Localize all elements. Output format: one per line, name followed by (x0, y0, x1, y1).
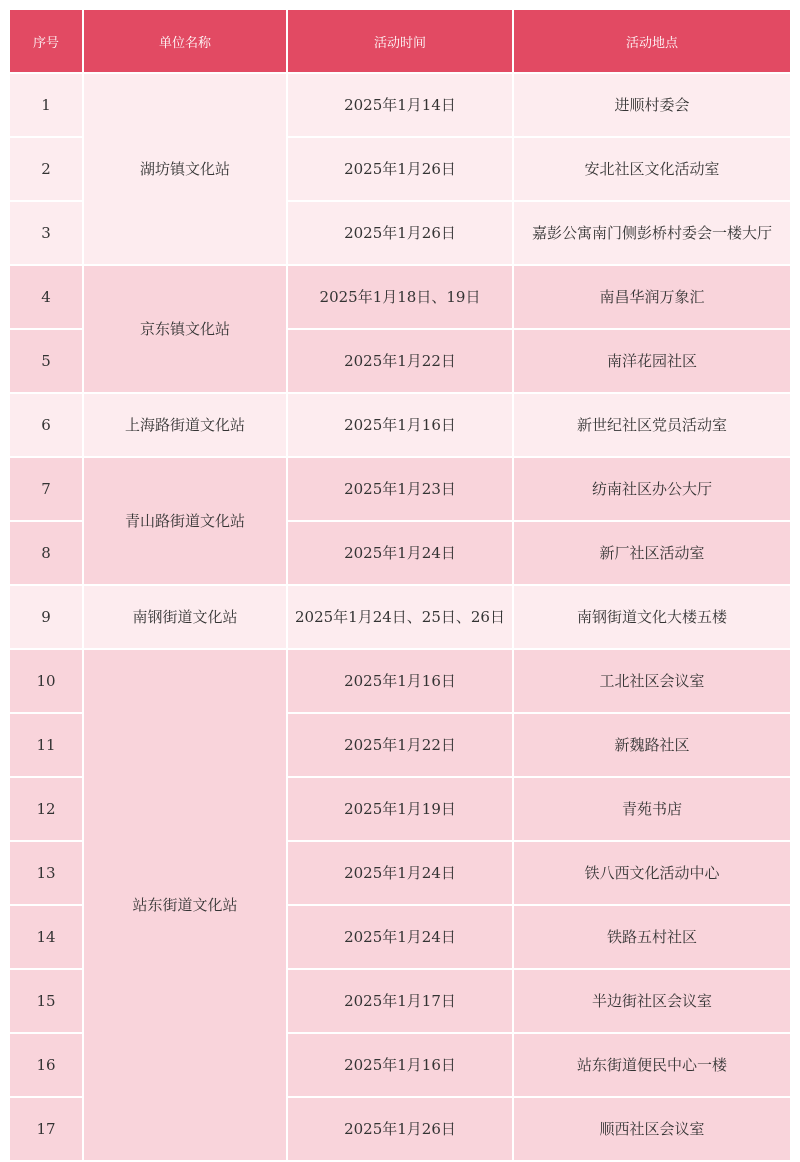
activity-time-cell: 2025年1月22日 (288, 714, 512, 776)
activity-time-cell: 2025年1月24日、25日、26日 (288, 586, 512, 648)
table-row (10, 74, 790, 136)
row-index: 12 (10, 778, 82, 840)
table-row (10, 458, 790, 520)
activity-place-cell: 安北社区文化活动室 (514, 138, 790, 200)
activity-time-cell: 2025年1月26日 (288, 138, 512, 200)
table-row (10, 266, 790, 328)
activity-place-cell: 南钢街道文化大楼五楼 (514, 586, 790, 648)
activity-place-cell: 新厂社区活动室 (514, 522, 790, 584)
activity-time-cell: 2025年1月17日 (288, 970, 512, 1032)
activity-time-cell: 2025年1月24日 (288, 842, 512, 904)
activity-time-cell: 2025年1月26日 (288, 1098, 512, 1160)
header-activity-time: 活动时间 (288, 10, 512, 72)
activity-place-cell: 新世纪社区党员活动室 (514, 394, 790, 456)
row-index: 8 (10, 522, 82, 584)
row-index: 2 (10, 138, 82, 200)
activity-time-cell: 2025年1月16日 (288, 1034, 512, 1096)
header-unit-name: 单位名称 (84, 10, 286, 72)
unit-name-cell: 站东街道文化站 (84, 650, 286, 1160)
unit-name-cell: 上海路街道文化站 (84, 394, 286, 456)
row-index: 11 (10, 714, 82, 776)
activity-time-cell: 2025年1月26日 (288, 202, 512, 264)
activity-place-cell: 顺西社区会议室 (514, 1098, 790, 1160)
header-row (10, 10, 790, 72)
activity-place-cell: 进顺村委会 (514, 74, 790, 136)
activity-time-cell: 2025年1月16日 (288, 394, 512, 456)
header-activity-place: 活动地点 (514, 10, 790, 72)
activity-time-cell: 2025年1月22日 (288, 330, 512, 392)
row-index: 5 (10, 330, 82, 392)
table-row (10, 650, 790, 712)
activity-time-cell: 2025年1月24日 (288, 906, 512, 968)
activity-place-cell: 站东街道便民中心一楼 (514, 1034, 790, 1096)
row-index: 10 (10, 650, 82, 712)
row-index: 3 (10, 202, 82, 264)
activity-place-cell: 新魏路社区 (514, 714, 790, 776)
row-index: 1 (10, 74, 82, 136)
activity-table (8, 8, 792, 1162)
table-row (10, 586, 790, 648)
activity-place-cell: 工北社区会议室 (514, 650, 790, 712)
activity-time-cell: 2025年1月23日 (288, 458, 512, 520)
unit-name-cell: 京东镇文化站 (84, 266, 286, 392)
header-index: 序号 (10, 10, 82, 72)
activity-place-cell: 南昌华润万象汇 (514, 266, 790, 328)
unit-name-cell: 青山路街道文化站 (84, 458, 286, 584)
unit-name-cell: 湖坊镇文化站 (84, 74, 286, 264)
row-index: 16 (10, 1034, 82, 1096)
activity-time-cell: 2025年1月19日 (288, 778, 512, 840)
activity-place-cell: 南洋花园社区 (514, 330, 790, 392)
activity-time-cell: 2025年1月16日 (288, 650, 512, 712)
activity-place-cell: 嘉彭公寓南门侧彭桥村委会一楼大厅 (514, 202, 790, 264)
table-row (10, 394, 790, 456)
activity-place-cell: 铁路五村社区 (514, 906, 790, 968)
row-index: 14 (10, 906, 82, 968)
row-index: 15 (10, 970, 82, 1032)
row-index: 17 (10, 1098, 82, 1160)
row-index: 6 (10, 394, 82, 456)
row-index: 4 (10, 266, 82, 328)
activity-place-cell: 铁八西文化活动中心 (514, 842, 790, 904)
table-header (10, 10, 790, 72)
unit-name-cell: 南钢街道文化站 (84, 586, 286, 648)
activity-time-cell: 2025年1月14日 (288, 74, 512, 136)
activity-time-cell: 2025年1月18日、19日 (288, 266, 512, 328)
activity-place-cell: 半边街社区会议室 (514, 970, 790, 1032)
activity-time-cell: 2025年1月24日 (288, 522, 512, 584)
table-body (10, 74, 790, 1160)
activity-place-cell: 纺南社区办公大厅 (514, 458, 790, 520)
row-index: 9 (10, 586, 82, 648)
row-index: 7 (10, 458, 82, 520)
activity-place-cell: 青苑书店 (514, 778, 790, 840)
row-index: 13 (10, 842, 82, 904)
